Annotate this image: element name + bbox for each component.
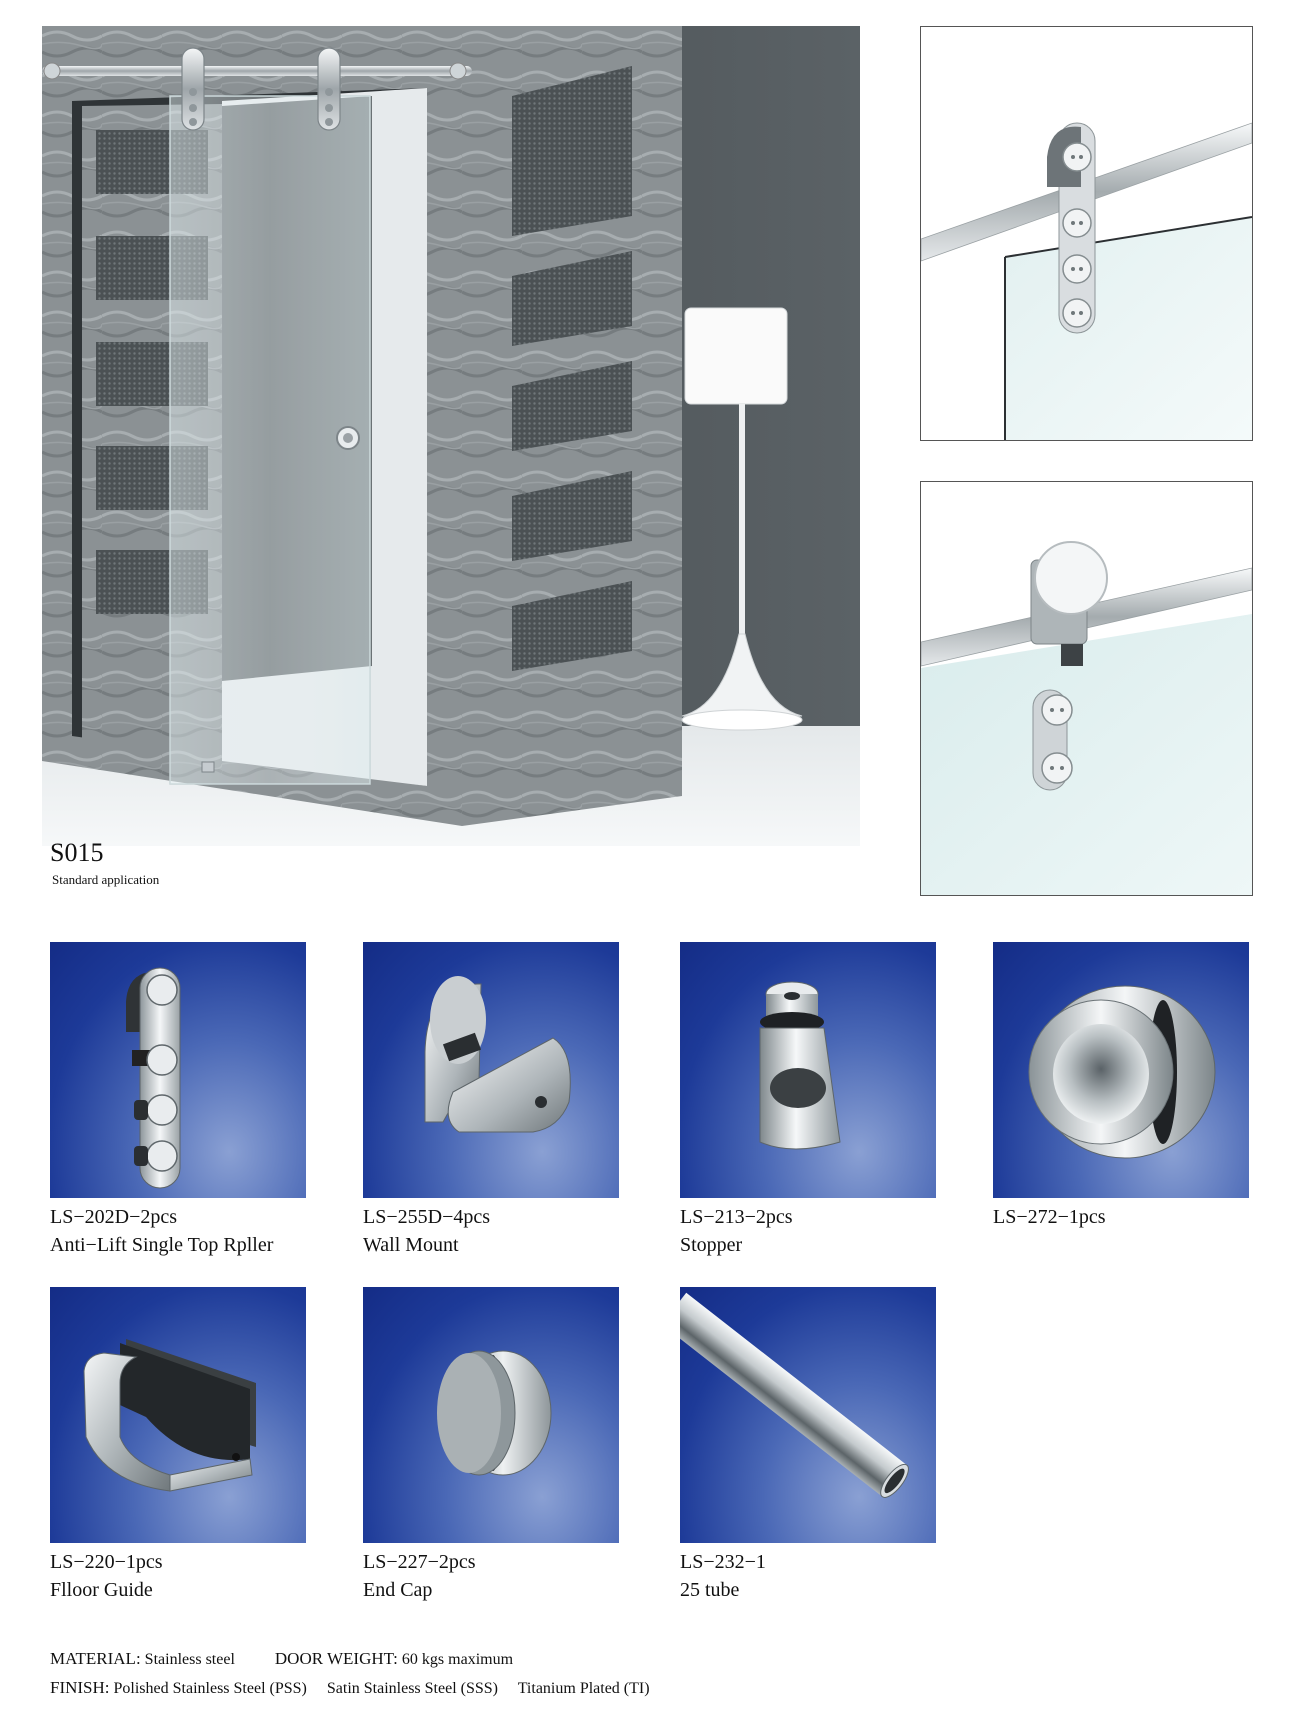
product-name: End Cap (363, 1579, 433, 1601)
end-cap-icon (363, 1287, 619, 1543)
product-code: LS−220−1pcs (50, 1551, 163, 1573)
finish-label: FINISH: (50, 1678, 110, 1697)
product-subtitle: Standard application (52, 872, 160, 887)
material-value: Stainless steel (144, 1651, 235, 1668)
product-name: Wall Mount (363, 1234, 459, 1256)
finish-sss: Satin Stainless Steel (SSS) (326, 1680, 498, 1697)
product-card-ls-272 (993, 942, 1249, 1228)
hero-photo (42, 26, 860, 896)
material-spec-line (50, 1649, 513, 1669)
floor-guide-icon (50, 1287, 306, 1543)
door-weight-label: DOOR WEIGHT: (274, 1649, 398, 1668)
product-image (993, 942, 1249, 1198)
product-image (363, 1287, 619, 1543)
roller-detail-icon (921, 27, 1252, 440)
product-code: LS−202D−2pcs (50, 1206, 178, 1228)
finish-ti: Titanium Plated (TI) (517, 1680, 650, 1697)
product-image (363, 942, 619, 1198)
tube-icon (680, 1287, 936, 1543)
product-card-ls-227 (363, 1287, 619, 1601)
product-code: LS−213−2pcs (680, 1206, 793, 1228)
stopper-icon (680, 942, 936, 1198)
product-name: Anti−Lift Single Top Rpller (50, 1234, 274, 1256)
product-image (680, 1287, 936, 1543)
product-name: Flloor Guide (50, 1579, 153, 1601)
product-image (50, 942, 306, 1198)
product-card-ls-213 (680, 942, 936, 1256)
product-name: Stopper (680, 1234, 743, 1256)
finish-spec-line (50, 1678, 650, 1698)
roller-icon (50, 942, 306, 1198)
product-image (50, 1287, 306, 1543)
product-code-title: S015 (50, 838, 104, 867)
product-code: LS−255D−4pcs (363, 1206, 491, 1228)
round-handle-icon (993, 942, 1249, 1198)
product-card-ls-255d (363, 942, 619, 1256)
product-image (680, 942, 936, 1198)
finish-pss: Polished Stainless Steel (PSS) (113, 1680, 307, 1697)
sliding-door-scene (42, 26, 860, 846)
product-card-ls-232 (680, 1287, 936, 1601)
wall-mount-closeup-photo (920, 481, 1253, 896)
product-code: LS−272−1pcs (993, 1206, 1106, 1228)
product-code: LS−227−2pcs (363, 1551, 476, 1573)
door-weight-value: 60 kgs maximum (401, 1651, 514, 1668)
product-name: 25 tube (680, 1579, 740, 1601)
material-label: MATERIAL: (50, 1649, 141, 1668)
wall-mount-detail-icon (921, 482, 1252, 895)
product-card-ls-220 (50, 1287, 306, 1601)
product-code: LS−232−1 (680, 1551, 766, 1573)
roller-closeup-photo (920, 26, 1253, 441)
product-card-ls-202d (50, 942, 306, 1256)
wall-mount-icon (363, 942, 619, 1198)
